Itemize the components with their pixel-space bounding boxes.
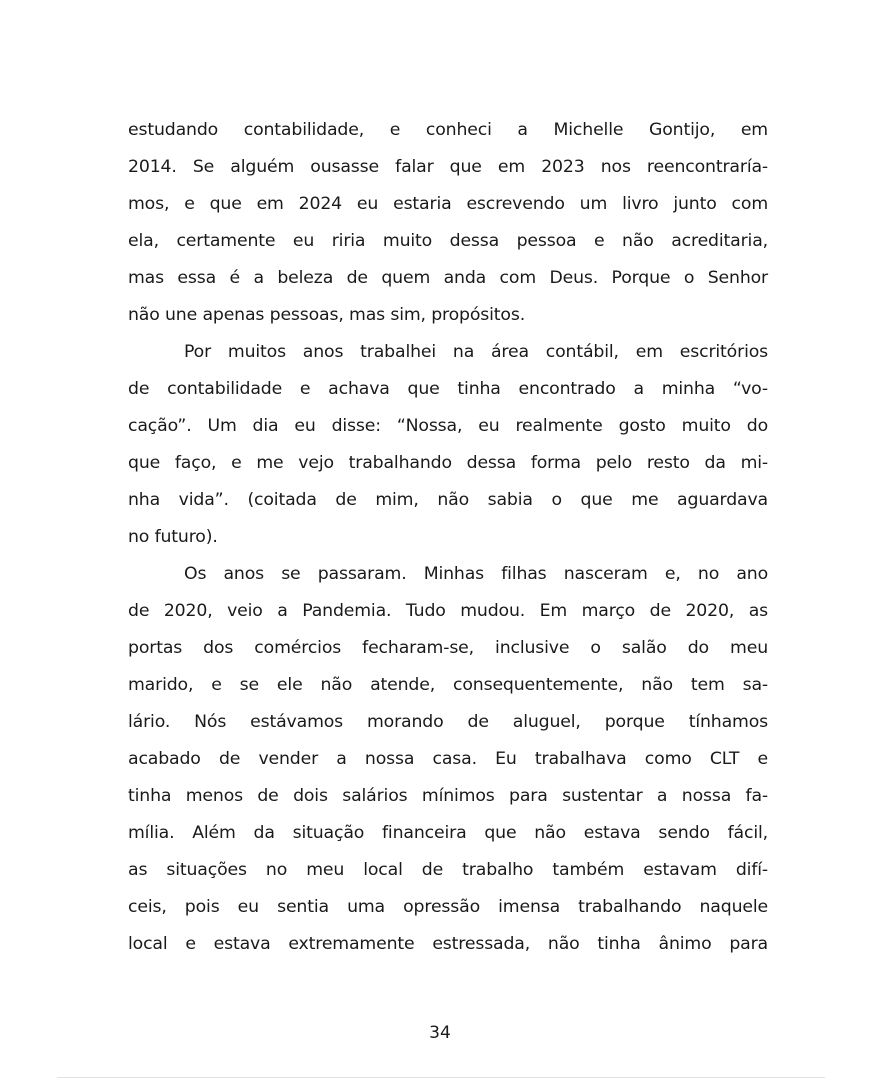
text-line: marido, e se ele não atende, consequentemente, não tem sa- — [128, 675, 768, 695]
text-line: estudando contabilidade, e conheci a Michelle Gontijo, em — [128, 120, 768, 140]
text-line: 2014. Se alguém ousasse falar que em 2023 nos reencontraría- — [128, 157, 768, 177]
text-line: local e estava extremamente estressada, não tinha ânimo para — [128, 934, 768, 954]
text-line: cação”. Um dia eu disse: “Nossa, eu realmente gosto muito do — [128, 416, 768, 436]
text-line: tinha menos de dois salários mínimos para sustentar a nossa fa- — [128, 786, 768, 806]
paragraph-first-line: Por muitos anos trabalhei na área contábil, em escritórios — [184, 342, 768, 362]
text-line: mos, e que em 2024 eu estaria escrevendo um livro junto com — [128, 194, 768, 214]
text-line: de contabilidade e achava que tinha encontrado a minha “vo- — [128, 379, 768, 399]
text-line: portas dos comércios fecharam-se, inclusive o salão do meu — [128, 638, 768, 658]
text-line: mília. Além da situação financeira que não estava sendo fácil, — [128, 823, 768, 843]
text-line: ela, certamente eu riria muito dessa pessoa e não acreditaria, — [128, 231, 768, 251]
text-line: lário. Nós estávamos morando de aluguel, porque tínhamos — [128, 712, 768, 732]
paragraph-first-line: Os anos se passaram. Minhas filhas nasceram e, no ano — [184, 564, 768, 584]
text-line: acabado de vender a nossa casa. Eu trabalhava como CLT e — [128, 749, 768, 769]
text-line: ceis, pois eu sentia uma opressão imensa trabalhando naquele — [128, 897, 768, 917]
page-bottom-divider — [57, 1077, 825, 1078]
page-number: 34 — [429, 1023, 451, 1043]
text-line: no futuro). — [128, 527, 218, 547]
text-line: nha vida”. (coitada de mim, não sabia o que me aguardava — [128, 490, 768, 510]
text-line: não une apenas pessoas, mas sim, propósitos. — [128, 305, 526, 325]
text-line: as situações no meu local de trabalho também estavam difí- — [128, 860, 768, 880]
text-line: de 2020, veio a Pandemia. Tudo mudou. Em março de 2020, as — [128, 601, 768, 621]
text-line: que faço, e me vejo trabalhando dessa forma pelo resto da mi- — [128, 453, 768, 473]
text-line: mas essa é a beleza de quem anda com Deus. Porque o Senhor — [128, 268, 768, 288]
